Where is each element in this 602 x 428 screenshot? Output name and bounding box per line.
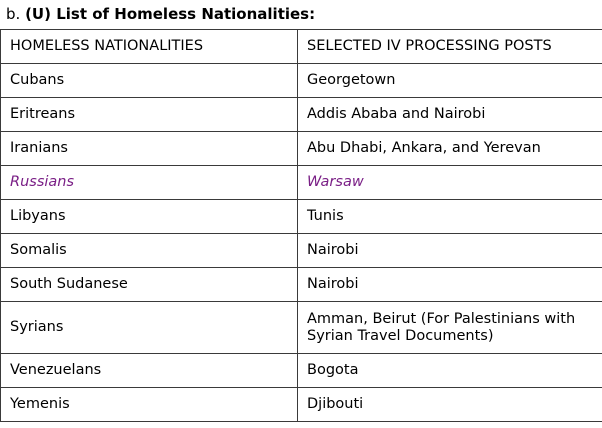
homeless-nationalities-table [0, 29, 602, 422]
table-row [1, 132, 602, 166]
section-heading [6, 4, 315, 24]
nationality-cell: Eritreans [1, 98, 298, 132]
posts-cell: Bogota [298, 354, 602, 388]
posts-cell: Abu Dhabi, Ankara, and Yerevan [298, 132, 602, 166]
posts-cell [298, 302, 602, 354]
table-row-highlighted [1, 166, 602, 200]
table-row [1, 98, 602, 132]
nationality-cell: Yemenis [1, 388, 298, 422]
table-row [1, 200, 602, 234]
nationality-cell-highlighted: Russians [1, 166, 298, 200]
posts-cell: Nairobi [298, 234, 602, 268]
nationality-cell: Syrians [1, 302, 298, 354]
table-row [1, 354, 602, 388]
nationality-cell: Iranians [1, 132, 298, 166]
nationality-cell: Somalis [1, 234, 298, 268]
posts-cell-text: Amman, Beirut (For Palestinians with Syrian Travel Documents) [307, 310, 576, 344]
posts-cell: Tunis [298, 200, 602, 234]
column-header-processing-posts: SELECTED IV PROCESSING POSTS [298, 30, 602, 64]
nationality-cell: South Sudanese [1, 268, 298, 302]
section-title: (U) List of Homeless Nationalities: [25, 5, 316, 23]
column-header-nationalities: HOMELESS NATIONALITIES [1, 30, 298, 64]
table-header-row [1, 30, 602, 64]
posts-cell: Addis Ababa and Nairobi [298, 98, 602, 132]
table-row [1, 388, 602, 422]
table-row [1, 64, 602, 98]
nationality-cell: Libyans [1, 200, 298, 234]
nationality-cell: Venezuelans [1, 354, 298, 388]
nationality-cell: Cubans [1, 64, 298, 98]
section-prefix: b. [6, 5, 21, 23]
table-row [1, 234, 602, 268]
posts-cell: Georgetown [298, 64, 602, 98]
posts-cell: Djibouti [298, 388, 602, 422]
posts-cell-highlighted: Warsaw [298, 166, 602, 200]
table-row [1, 268, 602, 302]
table-row [1, 302, 602, 354]
posts-cell: Nairobi [298, 268, 602, 302]
